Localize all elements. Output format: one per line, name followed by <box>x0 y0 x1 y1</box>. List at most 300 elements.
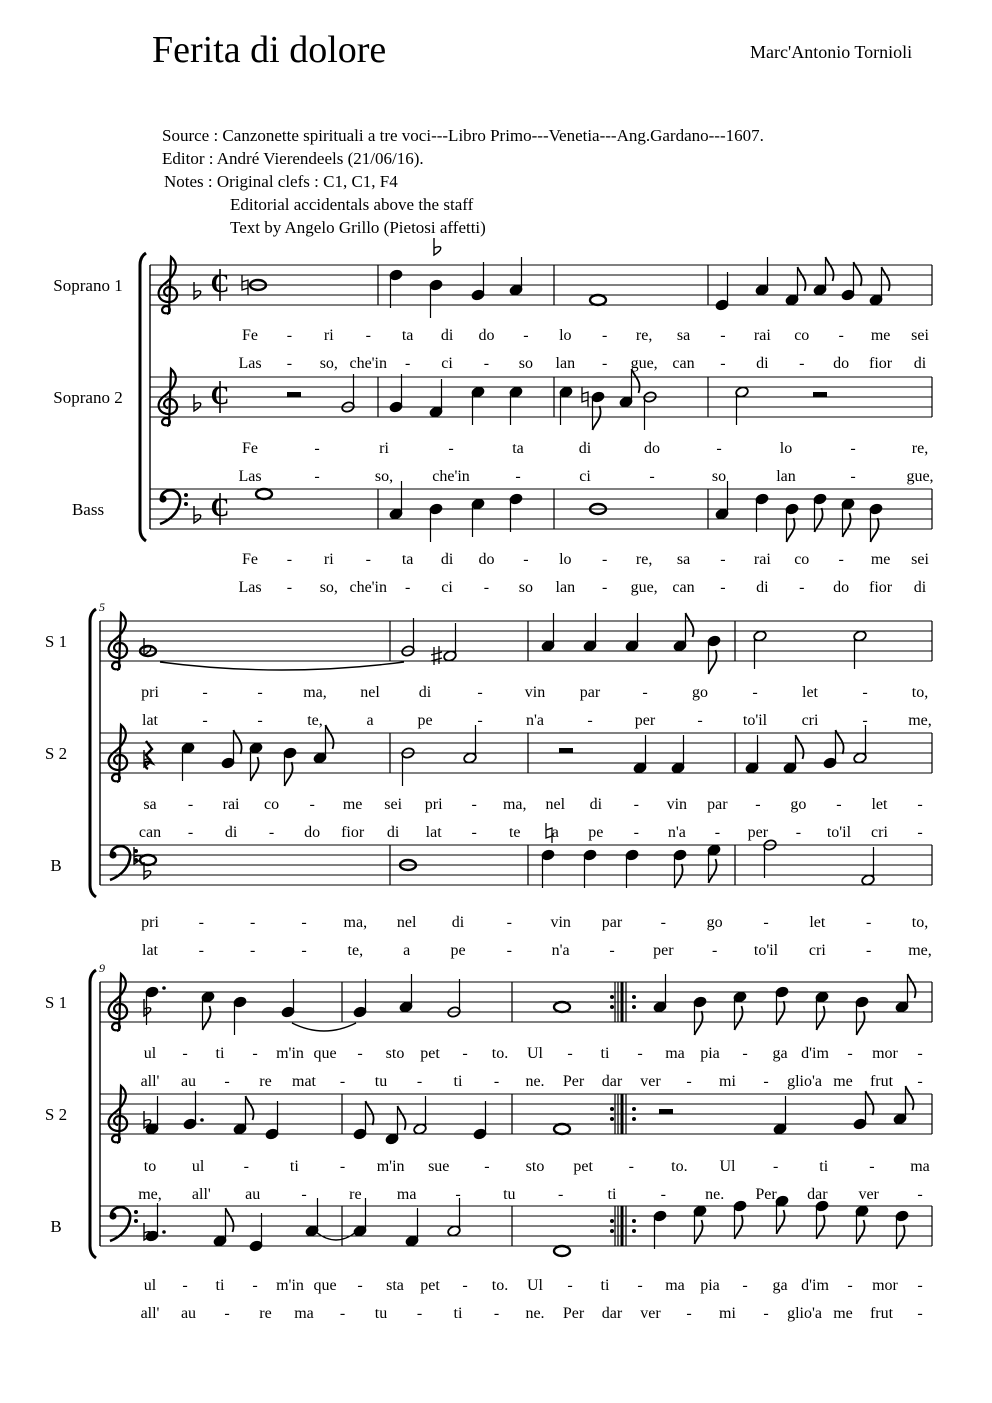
lyric-syllable: per <box>634 712 656 729</box>
lyric-hyphen: - <box>252 1045 258 1062</box>
eighth-flag <box>246 1096 254 1120</box>
voice-label-full: Soprano 1 <box>53 276 123 295</box>
lyric-syllable: ga <box>772 1045 788 1062</box>
lyric-syllable: Per <box>755 1186 777 1203</box>
lyric-syllable: d'im <box>801 1045 829 1062</box>
lyric-syllable: to <box>143 1158 157 1175</box>
lyric-hyphen: - <box>252 1277 258 1294</box>
lyric-syllable: me <box>342 796 363 813</box>
lyric-hyphen: - <box>301 942 307 959</box>
lyric-syllable: ver <box>858 1186 879 1203</box>
lyric-syllable: per <box>653 942 674 959</box>
lyric-hyphen: - <box>917 824 923 841</box>
lyric-syllable: cri <box>801 712 819 729</box>
eighth-flag <box>857 1011 865 1035</box>
lyric-syllable: sa <box>143 796 157 813</box>
eighth-flag <box>866 1091 874 1115</box>
lyric-hyphen: - <box>202 712 208 729</box>
lyric-syllable: lat <box>142 942 158 959</box>
notes-line-3: Text by Angelo Grillo (Pietosi affetti) <box>230 218 486 237</box>
lyric-syllable: a <box>366 712 374 729</box>
lyric-hyphen: - <box>286 551 293 568</box>
voice-label-short: S 2 <box>44 744 68 763</box>
lyric-syllable: to'il <box>753 942 779 959</box>
lyric-syllable: pri <box>424 796 443 813</box>
lyric-syllable: di <box>913 355 927 372</box>
lyric-syllable: ti <box>819 1158 829 1175</box>
lyric-syllable: dar <box>601 1073 623 1090</box>
lyric-syllable: ri <box>323 327 334 344</box>
lyric-syllable: di <box>386 824 400 841</box>
lyric-syllable: mor <box>872 1045 898 1062</box>
lyric-syllable: so, <box>319 355 338 372</box>
lyric-syllable: che'in <box>349 355 388 372</box>
eighth-flag <box>203 1006 211 1030</box>
eighth-flag <box>882 267 890 291</box>
lyric-hyphen: - <box>628 1158 634 1175</box>
lyric-hyphen: - <box>202 684 208 701</box>
lyric-syllable: vin <box>550 914 571 931</box>
lyric-syllable: to. <box>491 1277 509 1294</box>
lyric-hyphen: - <box>314 468 320 485</box>
lyric-syllable: Las <box>238 468 262 485</box>
repeat-dot <box>610 1117 614 1121</box>
lyric-syllable: sue <box>428 1158 450 1175</box>
lyric-hyphen: - <box>686 1073 692 1090</box>
lyric-syllable: so <box>518 355 533 372</box>
lyric-syllable: lan <box>555 579 576 596</box>
voice-label-full: Bass <box>71 500 105 519</box>
lyric-syllable: co <box>264 796 280 813</box>
lyric-hyphen: - <box>755 796 761 813</box>
repeat-dot <box>632 1107 636 1111</box>
lyric-hyphen: - <box>250 942 256 959</box>
repeat-dot <box>632 1229 636 1233</box>
lyric-syllable: go <box>706 914 723 931</box>
lyric-hyphen: - <box>523 327 529 344</box>
lyric-hyphen: - <box>720 355 726 372</box>
lyric-syllable: to'il <box>826 824 852 841</box>
editor-line: Editor : André Vierendeels (21/06/16). <box>162 149 424 168</box>
lyric-hyphen: - <box>224 1073 230 1090</box>
lyric-hyphen: - <box>301 1186 307 1203</box>
lyric-syllable: dar <box>601 1305 623 1322</box>
cut-time-sign: C <box>210 381 230 410</box>
half-rest <box>287 392 301 397</box>
notes-line: Notes : Original clefs : C1, C1, F4 <box>164 172 398 191</box>
lyric-hyphen: - <box>660 1186 666 1203</box>
eighth-flag <box>871 518 879 542</box>
lyric-syllable: sa <box>676 327 691 344</box>
lyric-syllable: te, <box>307 712 323 729</box>
lyric-syllable: pet <box>573 1158 593 1175</box>
lyric-syllable: all' <box>140 1305 160 1322</box>
lyric-hyphen: - <box>567 1045 573 1062</box>
lyric-hyphen: - <box>649 468 655 485</box>
lyric-syllable: ti <box>453 1073 463 1090</box>
lyric-syllable: pet <box>420 1277 440 1294</box>
lyric-syllable: co <box>794 327 810 344</box>
lyric-syllable: Ul <box>719 1158 736 1175</box>
eighth-flag <box>593 406 601 430</box>
lyric-syllable: co <box>794 551 810 568</box>
lyric-syllable: so <box>518 579 533 596</box>
lyric-syllable: gue, <box>630 579 658 596</box>
lyric-syllable: Per <box>562 1073 585 1090</box>
lyric-syllable: au <box>245 1186 261 1203</box>
lyric-syllable: me, <box>908 712 932 729</box>
lyric-syllable: ti <box>215 1045 225 1062</box>
lyric-syllable: to. <box>491 1045 509 1062</box>
lyric-hyphen: - <box>448 440 454 457</box>
lyric-syllable: fior <box>869 579 893 596</box>
lyric-syllable: te <box>508 824 521 841</box>
lyric-syllable: ma, <box>502 796 527 813</box>
lyric-hyphen: - <box>838 551 844 568</box>
lyric-hyphen: - <box>869 1158 875 1175</box>
lyric-syllable: ul <box>143 1045 157 1062</box>
lyric-syllable: re <box>349 1186 362 1203</box>
lyric-syllable: mi <box>719 1305 736 1322</box>
lyric-syllable: ma, <box>343 914 368 931</box>
lyric-syllable: do <box>478 327 495 344</box>
lyric-hyphen: - <box>506 914 512 931</box>
lyric-syllable: sto <box>385 1045 405 1062</box>
lyric-syllable: ne. <box>525 1073 545 1090</box>
lyric-syllable: ta <box>401 551 414 568</box>
eighth-flag <box>857 1220 865 1244</box>
flat-sign <box>434 238 441 255</box>
lyric-hyphen: - <box>795 824 802 841</box>
eighth-flag <box>285 762 293 786</box>
lyric-syllable: nel <box>545 796 566 813</box>
lyric-syllable: di <box>418 684 432 701</box>
lyric-syllable: par <box>579 684 601 701</box>
lyric-hyphen: - <box>404 355 411 372</box>
lyric-syllable: pe <box>417 712 433 729</box>
eighth-flag <box>843 513 851 537</box>
bass-clef-dot <box>134 1210 138 1214</box>
lyric-syllable: sei <box>911 327 929 344</box>
lyric-syllable: ma <box>396 1186 417 1203</box>
lyric-hyphen: - <box>462 1277 468 1294</box>
repeat-dot <box>610 1229 614 1233</box>
voice-label-short: S 1 <box>44 993 68 1012</box>
lyric-hyphen: - <box>314 440 320 457</box>
lyric-syllable: ri <box>379 440 389 457</box>
lyric-hyphen: - <box>493 1073 500 1090</box>
lyric-hyphen: - <box>257 712 263 729</box>
lyric-syllable: go <box>692 684 708 701</box>
lyric-hyphen: - <box>633 796 639 813</box>
lyric-syllable: do <box>478 551 495 568</box>
lyric-hyphen: - <box>462 1045 468 1062</box>
lyric-hyphen: - <box>609 942 615 959</box>
lyric-syllable: n'a <box>667 824 686 841</box>
lyric-syllable: lan <box>555 355 576 372</box>
lyric-syllable: rai <box>753 551 771 568</box>
lyric-syllable: all' <box>140 1073 160 1090</box>
lyric-hyphen: - <box>523 551 529 568</box>
composer-name: Marc'Antonio Tornioli <box>750 42 913 62</box>
lyric-syllable: par <box>601 914 623 931</box>
lyric-hyphen: - <box>847 1045 853 1062</box>
whole-note <box>140 855 156 865</box>
lyric-hyphen: - <box>742 1045 748 1062</box>
lyric-syllable: pet <box>420 1045 440 1062</box>
lyric-syllable: Ul <box>527 1045 543 1062</box>
lyric-syllable: pri <box>141 914 159 931</box>
source-line: Source : Canzonette spirituali a tre voci---Libro Primo---Venetia---Ang.Gardano---1607. <box>162 126 764 145</box>
notes-line-2: Editorial accidentals above the staff <box>230 195 474 214</box>
lyric-syllable: let <box>802 684 818 701</box>
lyric-syllable: ma <box>910 1158 930 1175</box>
lyric-syllable: re, <box>635 551 653 568</box>
lyric-syllable: tu <box>374 1305 388 1322</box>
lyric-hyphen: - <box>404 579 411 596</box>
eighth-flag <box>366 1101 374 1125</box>
measure-number: 9 <box>99 961 105 975</box>
lyric-hyphen: - <box>365 551 371 568</box>
eighth-flag <box>709 859 717 883</box>
lyric-hyphen: - <box>339 1305 346 1322</box>
eighth-flag <box>686 613 694 637</box>
lyric-syllable: mor <box>872 1277 898 1294</box>
lyric-hyphen: - <box>471 796 477 813</box>
lyric-syllable: di <box>451 914 465 931</box>
eighth-flag <box>326 725 334 749</box>
lyric-syllable: ti <box>607 1186 617 1203</box>
eighth-flag <box>777 1001 785 1025</box>
lyric-hyphen: - <box>917 1073 923 1090</box>
eighth-flag <box>695 1220 703 1244</box>
lyric-syllable: a <box>403 942 411 959</box>
lyric-hyphen: - <box>250 914 256 931</box>
lyric-syllable: ma <box>665 1277 685 1294</box>
lyric-syllable: me <box>833 1305 853 1322</box>
lyric-syllable: ci <box>441 355 453 372</box>
lyric-syllable: d'im <box>801 1277 829 1294</box>
lyric-syllable: tu <box>374 1073 388 1090</box>
lyric-syllable: ci <box>441 579 453 596</box>
lyric-hyphen: - <box>339 1158 346 1175</box>
cut-time-sign: C <box>210 269 230 298</box>
lyric-hyphen: - <box>243 1158 249 1175</box>
lyric-syllable: let <box>871 796 888 813</box>
piece-title: Ferita di dolore <box>152 29 387 71</box>
eighth-flag <box>735 1006 743 1030</box>
bass-clef-dot <box>184 502 188 506</box>
lyric-hyphen: - <box>763 1305 769 1322</box>
lyric-syllable: m'in <box>376 1158 405 1175</box>
lyric-hyphen: - <box>720 579 726 596</box>
lyric-syllable: ga <box>772 1277 788 1294</box>
lyric-syllable: all' <box>191 1186 211 1203</box>
lyric-hyphen: - <box>772 1158 779 1175</box>
eighth-flag <box>906 1086 914 1110</box>
eighth-flag <box>796 735 804 759</box>
lyric-syllable: n'a <box>526 712 544 729</box>
sharp-sign <box>431 646 442 665</box>
lyric-syllable: can <box>672 355 695 372</box>
half-rest <box>659 1109 673 1114</box>
lyric-hyphen: - <box>268 824 275 841</box>
lyric-syllable: au <box>180 1305 197 1322</box>
eighth-flag <box>908 974 916 998</box>
lyric-syllable: di <box>440 327 454 344</box>
whole-note <box>554 1002 570 1012</box>
repeat-dot <box>610 1005 614 1009</box>
lyric-hyphen: - <box>714 824 721 841</box>
lyric-syllable: rai <box>222 796 240 813</box>
lyric-syllable: me, <box>908 942 932 959</box>
lyric-syllable: re, <box>635 327 653 344</box>
voice-label-short: S 2 <box>44 1105 68 1124</box>
lyric-syllable: ver <box>640 1305 661 1322</box>
eighth-flag <box>777 1210 785 1234</box>
lyric-syllable: che'in <box>432 468 470 485</box>
lyric-hyphen: - <box>850 440 856 457</box>
lyric-hyphen: - <box>455 1186 461 1203</box>
lyric-syllable: Fe <box>242 440 258 457</box>
lyric-syllable: que <box>313 1277 337 1294</box>
whole-note <box>590 295 606 305</box>
lyric-hyphen: - <box>416 1305 423 1322</box>
lyric-hyphen: - <box>716 440 722 457</box>
repeat-dot <box>632 1005 636 1009</box>
lyric-syllable: ma, <box>303 684 327 701</box>
lyric-hyphen: - <box>720 327 726 344</box>
eighth-flag <box>798 267 806 291</box>
lyric-hyphen: - <box>198 942 204 959</box>
lyric-hyphen: - <box>587 712 593 729</box>
lyric-syllable: ti <box>600 1277 610 1294</box>
lyric-syllable: ma <box>294 1305 314 1322</box>
half-rest <box>813 392 827 397</box>
lyric-hyphen: - <box>602 579 608 596</box>
repeat-dot <box>610 1219 614 1223</box>
system-bracket <box>90 609 96 897</box>
eighth-flag <box>398 1106 406 1130</box>
voice-label-full: Soprano 2 <box>53 388 123 407</box>
lyric-syllable: re <box>259 1305 272 1322</box>
lyric-syllable: sei <box>911 551 929 568</box>
eighth-flag <box>695 1011 703 1035</box>
lyric-syllable: di <box>224 824 238 841</box>
lyric-hyphen: - <box>483 579 490 596</box>
lyric-syllable: me <box>870 551 891 568</box>
lyric-hyphen: - <box>917 1186 923 1203</box>
lyric-syllable: me <box>833 1073 853 1090</box>
lyric-syllable: can <box>138 824 162 841</box>
repeat-dot <box>632 995 636 999</box>
lyric-syllable: sto <box>525 1158 545 1175</box>
lyric-syllable: dar <box>807 1186 828 1203</box>
lyric-hyphen: - <box>799 579 805 596</box>
lyric-syllable: sei <box>384 796 403 813</box>
bass-clef-dot <box>109 1212 116 1219</box>
lyric-hyphen: - <box>637 1045 643 1062</box>
eighth-flag <box>787 518 795 542</box>
lyric-hyphen: - <box>309 796 315 813</box>
lyric-hyphen: - <box>357 1045 363 1062</box>
lyric-syllable: au <box>180 1073 197 1090</box>
lyric-hyphen: - <box>365 327 371 344</box>
cut-time-sign: C <box>210 493 230 522</box>
lyric-hyphen: - <box>257 684 263 701</box>
lyric-hyphen: - <box>862 712 868 729</box>
lyric-syllable: to. <box>671 1158 688 1175</box>
lyric-hyphen: - <box>836 796 842 813</box>
lyric-hyphen: - <box>339 1073 346 1090</box>
eighth-flag <box>815 508 823 532</box>
lyric-syllable: ul <box>143 1277 157 1294</box>
eighth-flag <box>675 864 683 888</box>
eighth-flag <box>709 650 717 674</box>
repeat-dot <box>632 1219 636 1223</box>
lyric-syllable: do <box>304 824 321 841</box>
lyric-syllable: Ul <box>527 1277 543 1294</box>
lyric-hyphen: - <box>602 327 608 344</box>
tie <box>160 662 404 670</box>
lyric-syllable: fior <box>341 824 365 841</box>
lyric-syllable: do <box>833 355 850 372</box>
lyric-syllable: to, <box>911 684 929 701</box>
lyric-syllable: nel <box>360 684 380 701</box>
lyric-hyphen: - <box>515 468 521 485</box>
lyric-syllable: m'in <box>276 1045 304 1062</box>
lyric-hyphen: - <box>187 796 194 813</box>
augmentation-dot <box>200 1118 204 1122</box>
lyric-syllable: lat <box>425 824 442 841</box>
lyric-hyphen: - <box>484 1158 490 1175</box>
lyric-syllable: Fe <box>242 551 258 568</box>
lyric-hyphen: - <box>763 914 769 931</box>
lyric-hyphen: - <box>742 1277 748 1294</box>
lyric-syllable: per <box>747 824 769 841</box>
lyric-syllable: pia <box>700 1277 720 1294</box>
measure-number: 5 <box>99 600 105 614</box>
lyric-hyphen: - <box>198 914 204 931</box>
repeat-dot <box>632 1117 636 1121</box>
lyric-hyphen: - <box>917 1277 923 1294</box>
lyric-syllable: do <box>644 440 660 457</box>
lyric-syllable: ne. <box>705 1186 725 1203</box>
lyric-syllable: lo <box>559 551 572 568</box>
lyric-hyphen: - <box>633 824 639 841</box>
repeat-dot <box>610 1107 614 1111</box>
lyric-hyphen: - <box>763 1073 769 1090</box>
lyric-syllable: che'in <box>349 579 388 596</box>
lyric-syllable: Per <box>562 1305 585 1322</box>
lyric-hyphen: - <box>493 1305 500 1322</box>
eighth-flag <box>735 1215 743 1239</box>
lyric-syllable: ta <box>512 440 524 457</box>
lyric-syllable: gue, <box>906 468 934 485</box>
bass-clef-dot <box>134 1219 138 1223</box>
voice-label-short: B <box>50 1217 62 1236</box>
lyric-syllable: mi <box>719 1073 736 1090</box>
lyric-hyphen: - <box>847 1277 853 1294</box>
lyric-hyphen: - <box>642 684 648 701</box>
lyric-hyphen: - <box>182 1045 188 1062</box>
lyric-hyphen: - <box>720 551 726 568</box>
lyric-hyphen: - <box>917 796 923 813</box>
lyric-hyphen: - <box>286 327 293 344</box>
lyric-hyphen: - <box>866 914 872 931</box>
lyric-hyphen: - <box>838 327 844 344</box>
lyric-syllable: gue, <box>630 355 658 372</box>
